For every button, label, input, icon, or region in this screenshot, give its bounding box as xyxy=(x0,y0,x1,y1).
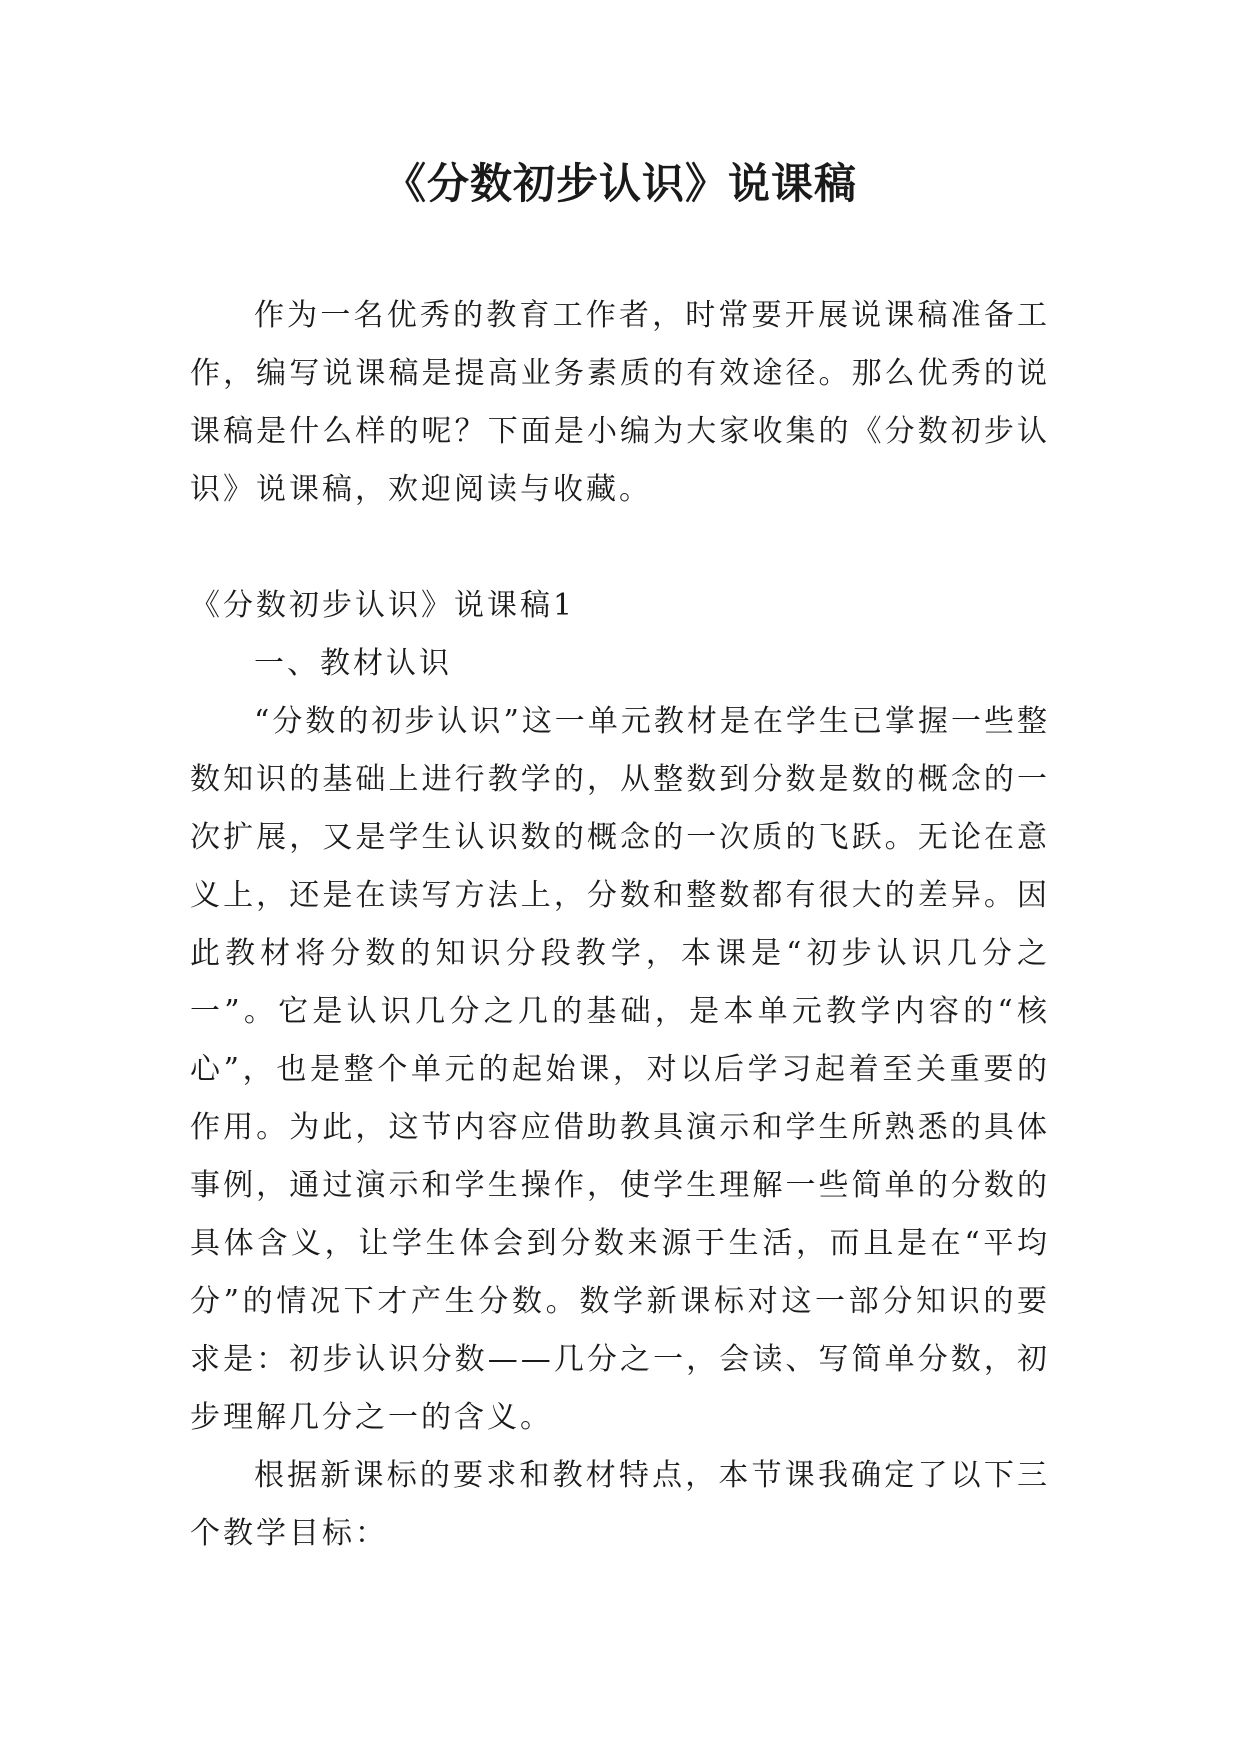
body-paragraph-2: 根据新课标的要求和教材特点，本节课我确定了以下三个教学目标： xyxy=(190,1458,1050,1551)
intro-paragraph: 作为一名优秀的教育工作者，时常要开展说课稿准备工作，编写说课稿是提高业务素质的有效途径。那么优秀的说课稿是什么样的呢？下面是小编为大家收集的《分数初步认识》说课稿，欢迎阅读与收藏。 xyxy=(190,298,1050,507)
body-paragraph-1: “分数的初步认识”这一单元教材是在学生已掌握一些整数知识的基础上进行教学的，从整数到分数是数的概念的一次扩展，又是学生认识数的概念的一次质的飞跃。无论在意义上，还是在读写方法上，分数和整数都有很大的差异。因此教材将分数的知识分段教学，本课是“初步认识几分之一”。它是认识几分之几的基础，是本单元教学内容的“核心”，也是整个单元的起始课，对以后学习起着至关重要的作用。为此，这节内容应借助教具演示和学生所熟悉的具体事例，通过演示和学生操作，使学生理解一些简单的分数的具体含义，让学生体会到分数来源于生活，而且是在“平均分”的情况下才产生分数。数学新课标对这一部分知识的要求是：初步认识分数——几分之一，会读、写简单分数，初步理解几分之一的含义。 xyxy=(190,704,1050,1435)
document-title: 《分数初步认识》说课稿 xyxy=(383,159,857,208)
document-body xyxy=(190,287,1050,1563)
section-title: 《分数初步认识》说课稿1 xyxy=(190,588,576,623)
section-heading-textbook: 一、教材认识 xyxy=(254,646,452,681)
